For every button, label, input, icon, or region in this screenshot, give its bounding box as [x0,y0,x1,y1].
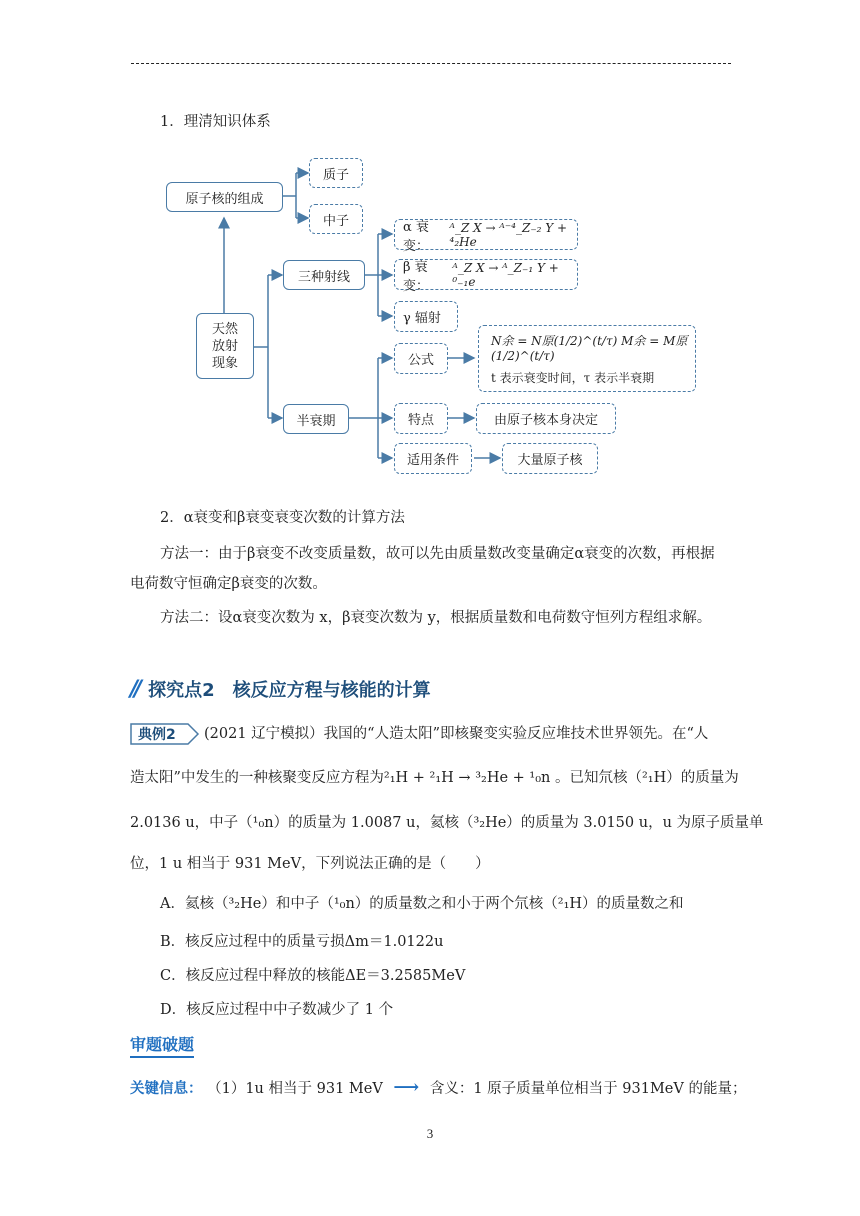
option-a: A．氦核（³₂He）和中子（¹₀n）的质量数之和小于两个氘核（²₁H）的质量数之和 [160,896,684,912]
explore-heading [130,676,431,702]
option-b: B．核反应过程中的质量亏损Δm＝1.0122u [160,934,444,950]
header-rule [131,63,731,64]
half-life-node [283,404,349,434]
root-node-label: 天然放射现象 [211,321,238,371]
condition-detail-node [502,443,598,474]
explore-heading-text: 探究点2 核反应方程与核能的计算 [148,680,431,701]
option-c: C．核反应过程中释放的核能ΔE＝3.2585MeV [160,968,466,984]
question-line1: (2021 辽宁模拟）我国的“人造太阳”即核聚变实验反应堆技术世界领先。在“人 [204,726,709,742]
feature-detail-node [476,403,616,434]
method2: 方法二：设α衰变次数为 x，β衰变次数为 y，根据质量数和电荷数守恒列方程组求解。 [160,610,712,626]
example-tag [130,723,200,745]
proton-label: 质子 [322,167,349,183]
half-life-note: t 表示衰变时间，τ 表示半衰期 [491,370,655,385]
section2-heading: 2．α衰变和β衰变衰变次数的计算方法 [160,510,405,526]
half-life-formula: N余 = N原(1/2)^(t/τ) M余 = M原(1/2)^(t/τ) [491,333,688,363]
beta-decay-label: β 衰变： [403,259,430,294]
alpha-decay-node [394,219,578,254]
composition-label: 原子核的组成 [185,191,264,207]
formula-node [394,343,448,374]
neutron-node [309,204,363,234]
root-node [196,313,254,379]
key-info-text1: （1）1u 相当于 931 MeV [207,1081,383,1097]
double-slash-icon: // [130,676,139,702]
alpha-decay-label: α 衰变： [403,219,430,254]
option-d: D．核反应过程中中子数减少了 1 个 [160,1002,394,1018]
half-life-label: 半衰期 [296,413,336,429]
key-info-text2: 含义：1 原子质量单位相当于 931MeV 的能量； [429,1081,747,1097]
formula-node-label: 公式 [407,353,434,368]
composition-node [166,182,283,212]
three-rays-node [283,260,365,290]
proton-node [309,158,363,188]
key-info-line [130,1077,746,1098]
feature-node [394,403,448,434]
condition-detail-label: 大量原子核 [517,453,583,468]
method1-line2: 电荷数守恒确定β衰变的次数。 [130,576,327,592]
formula-detail-node [478,325,696,392]
page-number: 3 [426,1126,434,1141]
method1-line1: 方法一：由于β衰变不改变质量数，故可以先由质量数改变量确定α衰变的次数，再根据 [160,546,715,562]
key-info-label: 关键信息： [130,1081,203,1097]
beta-decay-formula: ᴬ_Z X → ᴬ_Z₋₁ Y + ⁰₋₁e [452,260,559,289]
beta-decay-node [394,259,578,294]
feature-label: 特点 [407,413,434,428]
alpha-decay-formula: ᴬ_Z X → ᴬ⁻⁴_Z₋₂ Y + ⁴₂He [449,220,568,249]
gamma-node [394,301,458,332]
analysis-heading: 审题破题 [130,1032,194,1058]
condition-label: 适用条件 [406,453,459,468]
section1-heading: 1．理清知识体系 [160,114,271,130]
feature-detail-label: 由原子核本身决定 [493,413,598,428]
long-arrow-icon: ⟶ [393,1077,420,1098]
condition-node [394,443,472,474]
three-rays-label: 三种射线 [297,269,350,285]
example-tag-label: 典例2 [138,727,176,743]
neutron-label: 中子 [322,213,349,229]
question-line2: 造太阳”中发生的一种核聚变反应方程为²₁H + ²₁H → ³₂He + ¹₀n 。已知氘核（²₁H）的质量为 [130,770,739,786]
gamma-label: γ 辐射 [403,311,441,326]
question-line3: 2.0136 u，中子（¹₀n）的质量为 1.0087 u，氦核（³₂He）的质量为 3.0150 u，u 为原子质量单 [130,815,764,831]
question-line4: 位，1 u 相当于 931 MeV，下列说法正确的是（ ） [130,856,490,872]
